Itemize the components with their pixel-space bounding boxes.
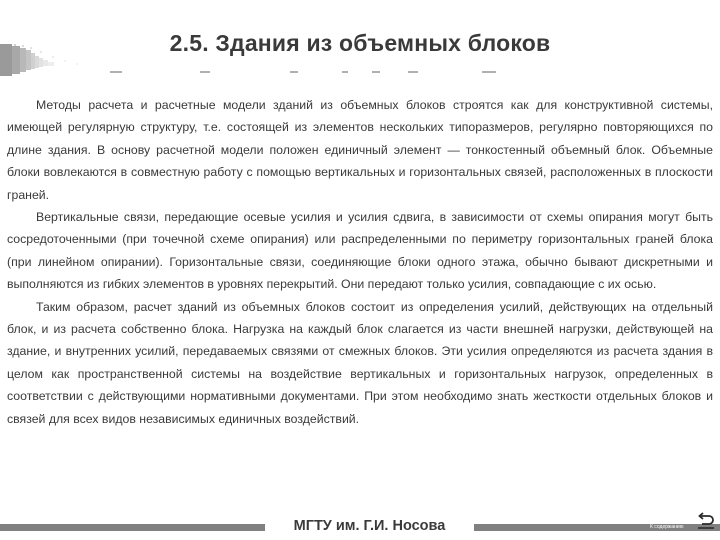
slide-body [7,94,713,430]
back-to-contents-link[interactable]: К содержанию [650,524,684,530]
footer-bar-left [0,524,265,531]
title-decorative-rule [110,70,505,74]
paragraph: Таким образом, расчет зданий из объемных блоков состоит из определения усилий, действующих на отдельный блок, и из расчета собственно блока. Нагрузка на каждый блок слагается из части внешней нагрузки, действующей на здание, и внутренних усилий, передаваемых связями от смежных блоков. Эти усилия определяются из расчета здания в целом как пространственной системы на воздействие вертикальных и горизонтальных нагрузок, определенных в соответствии с действующими нормативными документами. При этом необходимо знать жесткости отдельных блоков и связей для всех видов независимых единичных воздействий. [7,299,713,426]
paragraph: Методы расчета и расчетные модели зданий из объемных блоков строятся как для конструктивной системы, имеющей регулярную структуру, т.е. состоящей из элементов нескольких типоразмеров, регулярно повторяющихся по длине здания. В основу расчетной модели положен единичный элемент — тонкостенный объемный блок. Объемные блоки вовлекаются в совместную работу с помощью вертикальных и горизонтальных связей, расположенных в плоскости граней. [7,98,713,202]
return-arrow-icon[interactable] [696,510,716,530]
paragraph: Вертикальные связи, передающие осевые усилия и усилия сдвига, в зависимости от схемы опирания могут быть сосредоточенными (при точечной схеме опирания) или распределенными по периметру горизонтальных граней блока (при линейном опирании). Горизонтальные связи, соединяющие блоки одного этажа, обычно бывают дискретными и выполняются из гибких элементов в уровнях перекрытий. Они передают только усилия, совпадающие с их осью. [7,210,713,292]
footer-institution: МГТУ им. Г.И. Носова [293,518,446,534]
slide-title: 2.5. Здания из объемных блоков [169,30,551,56]
